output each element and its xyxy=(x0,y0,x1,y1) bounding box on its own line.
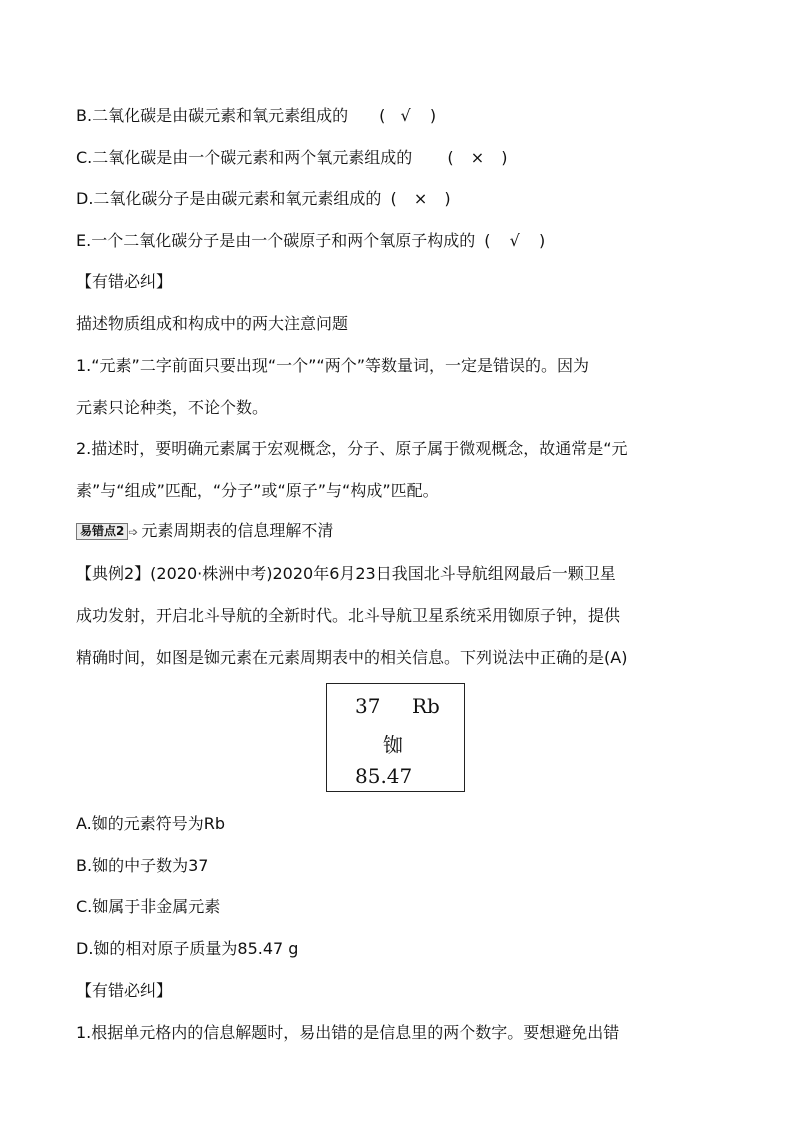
option-b: B.铷的中子数为37 xyxy=(76,856,209,875)
atomic-number: 37 xyxy=(355,694,381,718)
option-d: D.铷的相对原子质量为85.47 g xyxy=(76,939,299,958)
section-subtitle: 描述物质组成和构成中的两大注意问题 xyxy=(76,314,349,333)
periodic-table-cell xyxy=(326,683,465,792)
cross-mark-icon: × xyxy=(413,189,428,208)
statement-b-open-paren: ( xyxy=(379,106,386,125)
section-2-line-1: 1.根据单元格内的信息解题时，易出错的是信息里的两个数字。要想避免出错 xyxy=(76,1023,620,1042)
statement-d xyxy=(76,189,451,209)
statement-c-open-paren: ( xyxy=(447,148,454,167)
example-line-2: 成功发射，开启北斗导航的全新时代。北斗导航卫星系统采用铷原子钟，提供 xyxy=(76,606,621,625)
check-mark-icon: √ xyxy=(509,231,520,250)
statement-d-text: D.二氧化碳分子是由碳元素和氧元素组成的 xyxy=(76,189,382,208)
statement-b xyxy=(76,106,436,126)
element-name: 铷 xyxy=(383,733,403,757)
statement-b-text: B.二氧化碳是由碳元素和氧元素组成的 xyxy=(76,106,349,125)
note-2-line-2: 素”与“组成”匹配，“分子”或“原子”与“构成”匹配。 xyxy=(76,481,439,500)
option-c: C.铷属于非金属元素 xyxy=(76,897,221,916)
error-point-header xyxy=(76,521,333,542)
element-symbol: Rb xyxy=(412,694,440,718)
statement-e xyxy=(76,231,545,251)
check-mark-icon: √ xyxy=(400,106,411,125)
example-line-1: 【典例2】(2020·株洲中考)2020年6月23日我国北斗导航组网最后一颗卫星 xyxy=(76,564,616,583)
note-1-line-1: 1.“元素”二字前面只要出现“一个”“两个”等数量词，一定是错误的。因为 xyxy=(76,356,590,375)
note-2-line-1: 2.描述时，要明确元素属于宏观概念，分子、原子属于微观概念，故通常是“元 xyxy=(76,439,628,458)
statement-e-open-paren: ( xyxy=(484,231,491,250)
cross-mark-icon: × xyxy=(470,148,485,167)
statement-c xyxy=(76,148,507,168)
statement-c-close-paren: ) xyxy=(501,148,508,167)
statement-e-text: E.一个二氧化碳分子是由一个碳原子和两个氧原子构成的 xyxy=(76,231,476,250)
example-line-3: 精确时间，如图是铷元素在元素周期表中的相关信息。下列说法中正确的是(A) xyxy=(76,648,628,667)
statement-c-text: C.二氧化碳是由一个碳元素和两个氧元素组成的 xyxy=(76,148,413,167)
option-a: A.铷的元素符号为Rb xyxy=(76,814,226,833)
error-point-title: 元素周期表的信息理解不清 xyxy=(141,521,334,540)
atomic-mass: 85.47 xyxy=(355,764,413,788)
statement-d-close-paren: ) xyxy=(444,189,451,208)
note-1-line-2: 元素只论种类，不论个数。 xyxy=(76,398,269,417)
section-heading-2: 【有错必纠】 xyxy=(76,981,173,1000)
section-heading: 【有错必纠】 xyxy=(76,272,173,291)
statement-b-close-paren: ) xyxy=(429,106,437,125)
statement-d-open-paren: ( xyxy=(390,189,397,208)
error-point-tag: 易错点2 xyxy=(76,523,128,540)
statement-e-close-paren: ) xyxy=(538,231,546,250)
arrow-icon: ➩ xyxy=(128,525,139,539)
